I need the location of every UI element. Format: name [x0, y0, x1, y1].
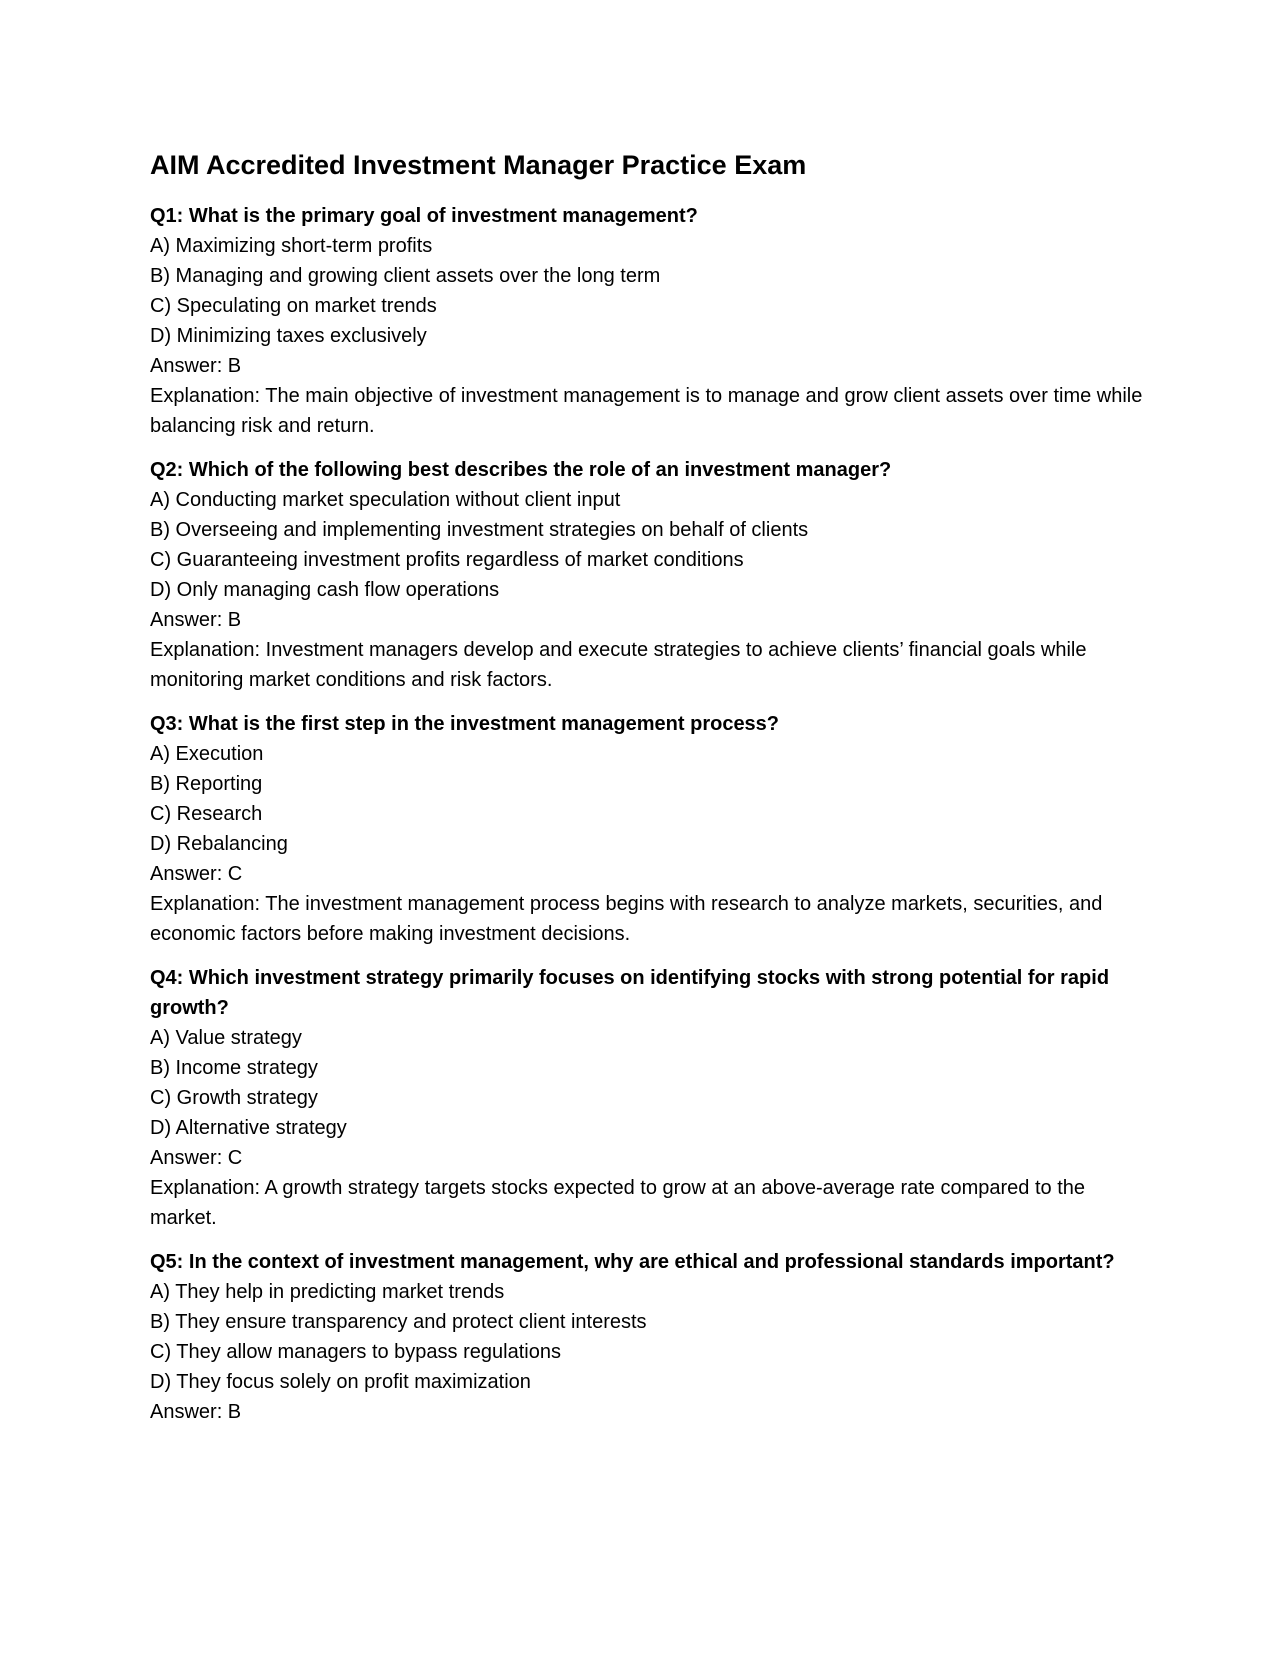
option-b: B) Managing and growing client assets over the long term [150, 265, 661, 287]
answer: Answer: B [150, 355, 242, 377]
option-a: A) They help in predicting market trends [150, 1281, 505, 1303]
explanation: Explanation: The main objective of investment management is to manage and grow client assets over time while balancing risk and return. [150, 385, 1143, 437]
page-title: AIM Accredited Investment Manager Practice Exam [150, 150, 807, 180]
explanation: Explanation: The investment management process begins with research to analyze markets, securities, and economic factors before making investment decisions. [150, 893, 1103, 945]
answer: Answer: B [150, 609, 242, 631]
question-block-2 [150, 455, 1150, 695]
option-a: A) Execution [150, 743, 264, 765]
question-text: Q3: What is the first step in the investment management process? [150, 713, 780, 735]
explanation: Explanation: Investment managers develop and execute strategies to achieve clients’ financial goals while monitoring market conditions and risk factors. [150, 639, 1087, 691]
option-d: D) Alternative strategy [150, 1117, 347, 1139]
option-b: B) Overseeing and implementing investment strategies on behalf of clients [150, 519, 809, 541]
option-c: C) Growth strategy [150, 1087, 318, 1109]
document-page [150, 148, 1150, 1441]
option-d: D) They focus solely on profit maximization [150, 1371, 531, 1393]
option-b: B) Income strategy [150, 1057, 318, 1079]
answer: Answer: C [150, 1147, 243, 1169]
answer: Answer: B [150, 1401, 242, 1423]
option-c: C) Research [150, 803, 263, 825]
option-c: C) Speculating on market trends [150, 295, 437, 317]
option-b: B) They ensure transparency and protect client interests [150, 1311, 647, 1333]
option-a: A) Value strategy [150, 1027, 302, 1049]
question-block-1 [150, 201, 1150, 441]
question-block-4 [150, 963, 1150, 1233]
question-block-3 [150, 709, 1150, 949]
question-text: Q4: Which investment strategy primarily focuses on identifying stocks with strong potential for rapid growth? [150, 967, 1110, 1019]
option-c: C) Guaranteeing investment profits regardless of market conditions [150, 549, 744, 571]
option-d: D) Minimizing taxes exclusively [150, 325, 427, 347]
option-d: D) Rebalancing [150, 833, 288, 855]
answer: Answer: C [150, 863, 243, 885]
question-text: Q2: Which of the following best describes the role of an investment manager? [150, 459, 892, 481]
question-block-5 [150, 1247, 1150, 1427]
question-text: Q5: In the context of investment management, why are ethical and professional standards important? [150, 1251, 1115, 1273]
option-d: D) Only managing cash flow operations [150, 579, 500, 601]
option-b: B) Reporting [150, 773, 263, 795]
option-a: A) Conducting market speculation without client input [150, 489, 621, 511]
option-a: A) Maximizing short-term profits [150, 235, 433, 257]
explanation: Explanation: A growth strategy targets stocks expected to grow at an above-average rate compared to the market. [150, 1177, 1085, 1229]
option-c: C) They allow managers to bypass regulations [150, 1341, 561, 1363]
question-text: Q1: What is the primary goal of investment management? [150, 205, 698, 227]
